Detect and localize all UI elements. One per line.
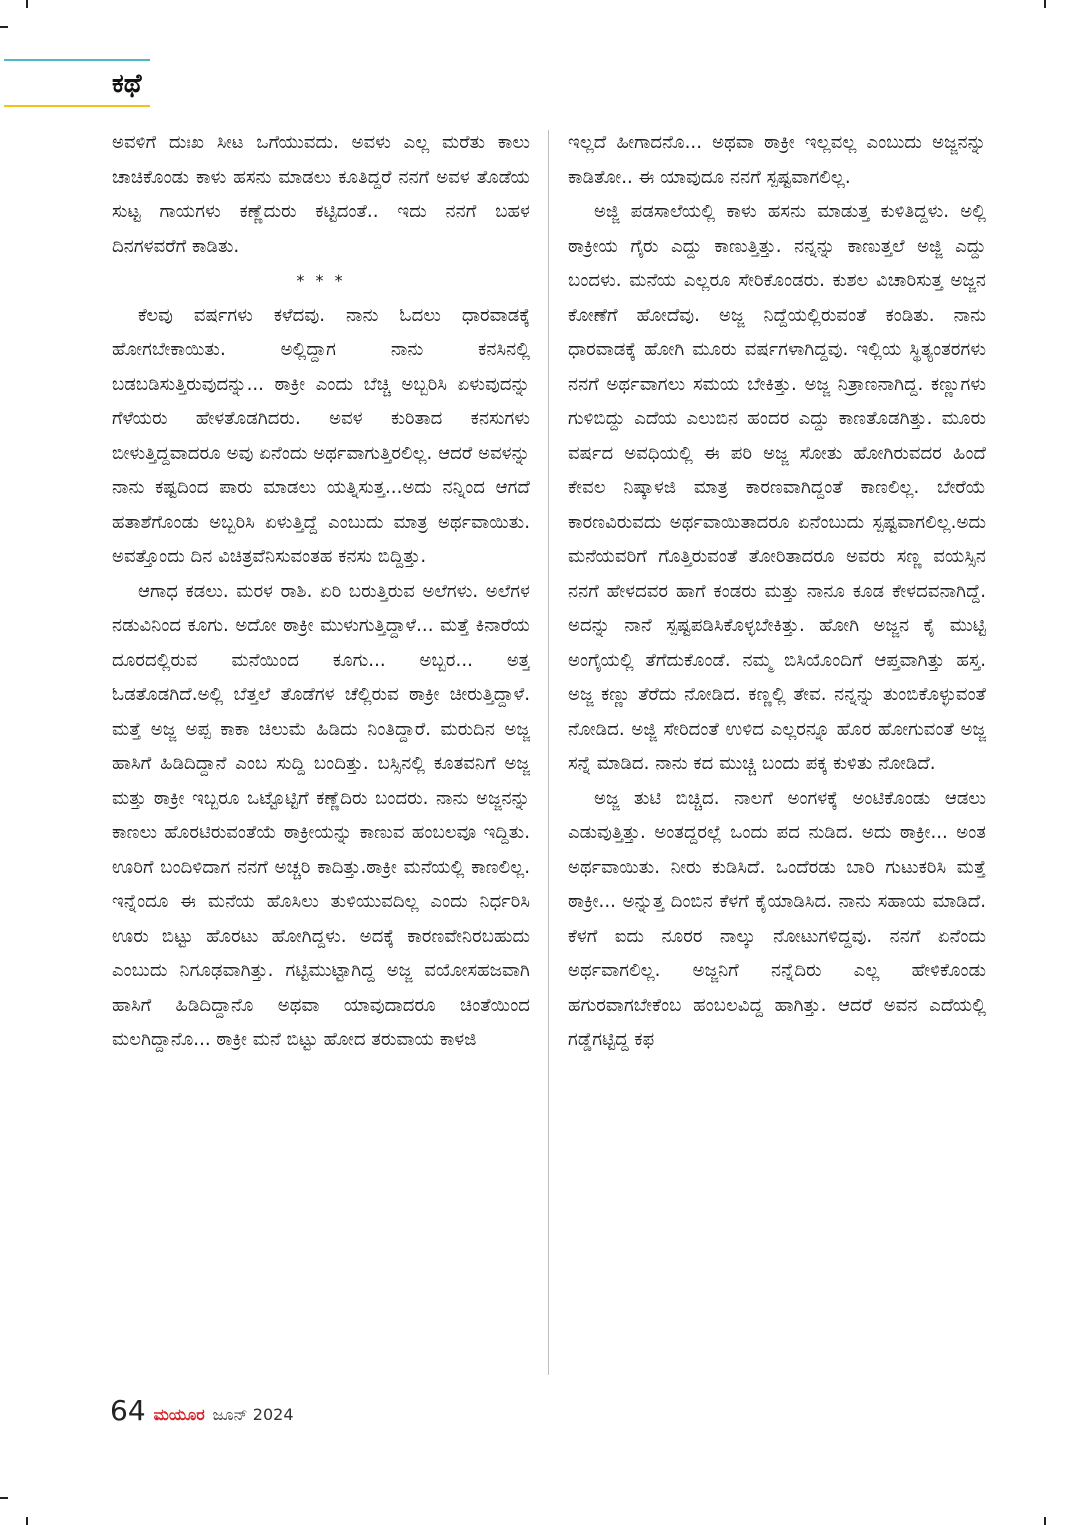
paragraph: ಅಜ್ಜಿ ಪಡಸಾಲೆಯಲ್ಲಿ ಕಾಳು ಹಸನು ಮಾಡುತ್ತ ಕುಳಿತಿದ್ದಳು. ಅಲ್ಲಿ ಠಾಕ್ರೀಯ ಗೈರು ಎದ್ದು ಕಾಣುತ್ತಿತ್ತು. ನನ್ನನ್ನು ಕಾಣುತ್ತಲೆ ಅಜ್ಜಿ ಎದ್ದು ಬಂದಳು. ಮನೆಯ ಎಲ್ಲರೂ ಸೇರಿಕೊಂಡರು. ಕುಶಲ ವಿಚಾರಿಸುತ್ತ ಅಜ್ಜನ ಕೋಣೆಗೆ ಹೋದೆವು. ಅಜ್ಜ ನಿದ್ದೆಯಲ್ಲಿರುವಂತೆ ಕಂಡಿತು. ನಾನು ಧಾರವಾಡಕ್ಕೆ ಹೋಗಿ ಮೂರು ವರ್ಷಗಳಾಗಿದ್ದವು. ಇಲ್ಲಿಯ ಸ್ಥಿತ್ಯಂತರಗಳು ನನಗೆ ಅರ್ಥವಾಗಲು ಸಮಯ ಬೇಕಿತ್ತು. ಅಜ್ಜ ನಿತ್ರಾಣನಾಗಿದ್ದ. ಕಣ್ಣುಗಳು ಗುಳಿಬಿದ್ದು ಎದೆಯ ಎಲುಬಿನ ಹಂದರ ಎದ್ದು ಕಾಣತೊಡಗಿತ್ತು. ಮೂರು ವರ್ಷದ ಅವಧಿಯಲ್ಲಿ ಈ ಪರಿ ಅಜ್ಜ ಸೋತು ಹೋಗಿರುವದರ ಹಿಂದೆ ಕೇವಲ ನಿಷ್ಕಾಳಜಿ ಮಾತ್ರ ಕಾರಣವಾಗಿದ್ದಂತೆ ಕಾಣಲಿಲ್ಲ. ಬೇರೆಯೆ ಕಾರಣವಿರುವದು ಅರ್ಥವಾಯಿತಾದರೂ ಏನೆಂಬುದು ಸ್ಪಷ್ಟವಾಗಲಿಲ್ಲ.ಅದು ಮನೆಯವರಿಗೆ ಗೊತ್ತಿರುವಂತೆ ತೋರಿತಾದರೂ ಅವರು ಸಣ್ಣ ವಯಸ್ಸಿನ ನನಗೆ ಹೇಳದವರ ಹಾಗೆ ಕಂಡರು ಮತ್ತು ನಾನೂ ಕೂಡ ಕೇಳದವನಾಗಿದ್ದೆ. ಅದನ್ನು ನಾನೆ ಸ್ಪಷ್ಟಪಡಿಸಿಕೊಳ್ಳಬೇಕಿತ್ತು. ಹೋಗಿ ಅಜ್ಜನ ಕೈ ಮುಟ್ಟಿ ಅಂಗೈಯಲ್ಲಿ ತೆಗೆದುಕೊಂಡೆ. ನಮ್ಮ ಬಿಸಿಯೊಂದಿಗೆ ಆಪ್ತವಾಗಿತ್ತು ಹಸ್ತ. ಅಜ್ಜ ಕಣ್ಣು ತೆರೆದು ನೋಡಿದ. ಕಣ್ಣಲ್ಲಿ ತೇವ. ನನ್ನನ್ನು ತುಂಬಿಕೊಳ್ಳುವಂತೆ ನೋಡಿದ. ಅಜ್ಜಿ ಸೇರಿದಂತೆ ಉಳಿದ ಎಲ್ಲರನ್ನೂ ಹೊರ ಹೋಗುವಂತೆ ಅಜ್ಜ ಸನ್ನೆ ಮಾಡಿದ. ನಾನು ಕದ ಮುಚ್ಚಿ ಬಂದು ಪಕ್ಕ ಕುಳಿತು ನೋಡಿದೆ. — [568, 201, 986, 774]
section-separator: * * * — [296, 271, 346, 290]
crop-mark — [26, 1517, 28, 1525]
header-rule-top — [4, 59, 150, 61]
left-column — [112, 126, 530, 1380]
issue-date: ಜೂನ್ 2024 — [212, 1405, 294, 1424]
section-title: ಕಥೆ — [112, 69, 142, 99]
crop-mark — [1044, 0, 1046, 8]
right-column — [568, 126, 986, 1380]
magazine-name: ಮಯೂರ — [153, 1405, 205, 1424]
crop-mark — [1044, 1517, 1046, 1525]
paragraph: ಅವಳಿಗೆ ದುಃಖ ಸೀಟ ಒಗೆಯುವದು. ಅವಳು ಎಲ್ಲ ಮರೆತು ಕಾಲು ಚಾಚಿಕೊಂಡು ಕಾಳು ಹಸನು ಮಾಡಲು ಕೂತಿದ್ದರೆ ನನಗೆ ಅವಳ ತೊಡೆಯ ಸುಟ್ಟ ಗಾಯಗಳು ಕಣ್ಣೆದುರು ಕಟ್ಟಿದಂತೆ.. ಇದು ನನಗೆ ಬಹಳ ದಿನಗಳವರೆಗೆ ಕಾಡಿತು. — [112, 132, 530, 257]
page-number: 64 — [110, 1394, 146, 1427]
paragraph: ಕೆಲವು ವರ್ಷಗಳು ಕಳೆದವು. ನಾನು ಓದಲು ಧಾರವಾಡಕ್ಕೆ ಹೋಗಬೇಕಾಯಿತು. ಅಲ್ಲಿದ್ದಾಗ ನಾನು ಕನಸಿನಲ್ಲಿ ಬಡಬಡಿಸುತ್ತಿರುವುದನ್ನು... ಠಾಕ್ರೀ ಎಂದು ಬೆಚ್ಚಿ ಅಬ್ಬರಿಸಿ ಏಳುವುದನ್ನು ಗೆಳೆಯರು ಹೇಳತೊಡಗಿದರು. ಅವಳ ಕುರಿತಾದ ಕನಸುಗಳು ಬೀಳುತ್ತಿದ್ದವಾದರೂ ಅವು ಏನೆಂದು ಅರ್ಥವಾಗುತ್ತಿರಲಿಲ್ಲ. ಆದರೆ ಅವಳನ್ನು ನಾನು ಕಷ್ಟದಿಂದ ಪಾರು ಮಾಡಲು ಯತ್ನಿಸುತ್ತ...ಅದು ನನ್ನಿಂದ ಆಗದೆ ಹತಾಶೆಗೊಂಡು ಅಬ್ಬರಿಸಿ ಏಳುತ್ತಿದ್ದೆ ಎಂಬುದು ಮಾತ್ರ ಅರ್ಥವಾಯಿತು. ಅವತ್ತೊಂದು ದಿನ ವಿಚಿತ್ರವೆನಿಸುವಂತಹ ಕನಸು ಬಿದ್ದಿತ್ತು. — [112, 304, 530, 567]
paragraph: ಇಲ್ಲದೆ ಹೀಗಾದನೊ... ಅಥವಾ ಠಾಕ್ರೀ ಇಲ್ಲವಲ್ಲ ಎಂಬುದು ಅಜ್ಜನನ್ನು ಕಾಡಿತೋ.. ಈ ಯಾವುದೂ ನನಗೆ ಸ್ಪಷ್ಟವಾಗಲಿಲ್ಲ. — [568, 132, 986, 188]
crop-mark — [0, 1497, 8, 1499]
paragraph: ಅಜ್ಜ ತುಟಿ ಬಿಚ್ಚಿದ. ನಾಲಗೆ ಅಂಗಳಕ್ಕೆ ಅಂಟಿಕೊಂಡು ಆಡಲು ಎಡುವುತ್ತಿತ್ತು. ಅಂತದ್ದರಲ್ಲೆ ಒಂದು ಪದ ನುಡಿದ. ಅದು ಠಾಕ್ರೀ... ಅಂತ ಅರ್ಥವಾಯಿತು. ನೀರು ಕುಡಿಸಿದೆ. ಒಂದೆರಡು ಬಾರಿ ಗುಟುಕರಿಸಿ ಮತ್ತೆ ಠಾಕ್ರೀ... ಅನ್ನುತ್ತ ದಿಂಬಿನ ಕೆಳಗೆ ಕೈಯಾಡಿಸಿದ. ನಾನು ಸಹಾಯ ಮಾಡಿದೆ. ಕೆಳಗೆ ಐದು ನೂರರ ನಾಲ್ಕು ನೋಟುಗಳಿದ್ದವು. ನನಗೆ ಏನೆಂದು ಅರ್ಥವಾಗಲಿಲ್ಲ. ಅಜ್ಜನಿಗೆ ನನ್ನೆದಿರು ಎಲ್ಲ ಹೇಳಿಕೊಂಡು ಹಗುರವಾಗಬೇಕೆಂಬ ಹಂಬಲವಿದ್ದ ಹಾಗಿತ್ತು. ಆದರೆ ಅವನ ಎದೆಯಲ್ಲಿ ಗಡ್ಡೆಗಟ್ಟಿದ್ದ ಕಫ — [568, 787, 986, 1050]
crop-mark — [26, 0, 28, 8]
header-rule-bottom — [4, 105, 150, 107]
column-divider — [548, 130, 549, 1375]
page-footer — [110, 1394, 294, 1428]
crop-mark — [0, 26, 8, 28]
paragraph: ಆಗಾಧ ಕಡಲು. ಮರಳ ರಾಶಿ. ಏರಿ ಬರುತ್ತಿರುವ ಅಲೆಗಳು. ಅಲೆಗಳ ನಡುವಿನಿಂದ ಕೂಗು. ಅದೋ ಠಾಕ್ರೀ ಮುಳುಗುತ್ತಿದ್ದಾಳೆ... ಮತ್ತೆ ಕಿನಾರೆಯ ದೂರದಲ್ಲಿರುವ ಮನೆಯಿಂದ ಕೂಗು... ಅಬ್ಬರ... ಅತ್ತ ಓಡತೊಡಗಿದೆ.ಅಲ್ಲಿ ಬೆತ್ತಲೆ ತೊಡೆಗಳ ಚೆಲ್ಲಿರುವ ಠಾಕ್ರೀ ಚೀರುತ್ತಿದ್ದಾಳೆ. ಮತ್ತೆ ಅಜ್ಜ ಅಪ್ಪ ಕಾಕಾ ಚಿಲುಮೆ ಹಿಡಿದು ನಿಂತಿದ್ದಾರೆ. ಮರುದಿನ ಅಜ್ಜ ಹಾಸಿಗೆ ಹಿಡಿದಿದ್ದಾನೆ ಎಂಬ ಸುದ್ದಿ ಬಂದಿತ್ತು. ಬಸ್ಸಿನಲ್ಲಿ ಕೂತವನಿಗೆ ಅಜ್ಜ ಮತ್ತು ಠಾಕ್ರೀ ಇಬ್ಬರೂ ಒಟ್ಟೊಟ್ಟಿಗೆ ಕಣ್ಣೆದಿರು ಬಂದರು. ನಾನು ಅಜ್ಜನನ್ನು ಕಾಣಲು ಹೊರಟಿರುವಂತೆಯೆ ಠಾಕ್ರೀಯನ್ನು ಕಾಣುವ ಹಂಬಲವೂ ಇದ್ದಿತು. ಊರಿಗೆ ಬಂದಿಳಿದಾಗ ನನಗೆ ಅಚ್ಚರಿ ಕಾದಿತ್ತು.ಠಾಕ್ರೀ ಮನೆಯಲ್ಲಿ ಕಾಣಲಿಲ್ಲ. ಇನ್ನೆಂದೂ ಈ ಮನೆಯ ಹೊಸಿಲು ತುಳಿಯುವದಿಲ್ಲ ಎಂದು ನಿರ್ಧರಿಸಿ ಊರು ಬಿಟ್ಟು ಹೊರಟು ಹೋಗಿದ್ದಳು. ಅದಕ್ಕೆ ಕಾರಣವೇನಿರಬಹುದು ಎಂಬುದು ನಿಗೂಢವಾಗಿತ್ತು. ಗಟ್ಟಿಮುಟ್ಟಾಗಿದ್ದ ಅಜ್ಜ ವಯೋಸಹಜವಾಗಿ ಹಾಸಿಗೆ ಹಿಡಿದಿದ್ದಾನೊ ಅಥವಾ ಯಾವುದಾದರೂ ಚಿಂತೆಯಿಂದ ಮಲಗಿದ್ದಾನೊ... ಠಾಕ್ರೀ ಮನೆ ಬಿಟ್ಟು ಹೋದ ತರುವಾಯ ಕಾಳಜಿ — [112, 580, 530, 1050]
